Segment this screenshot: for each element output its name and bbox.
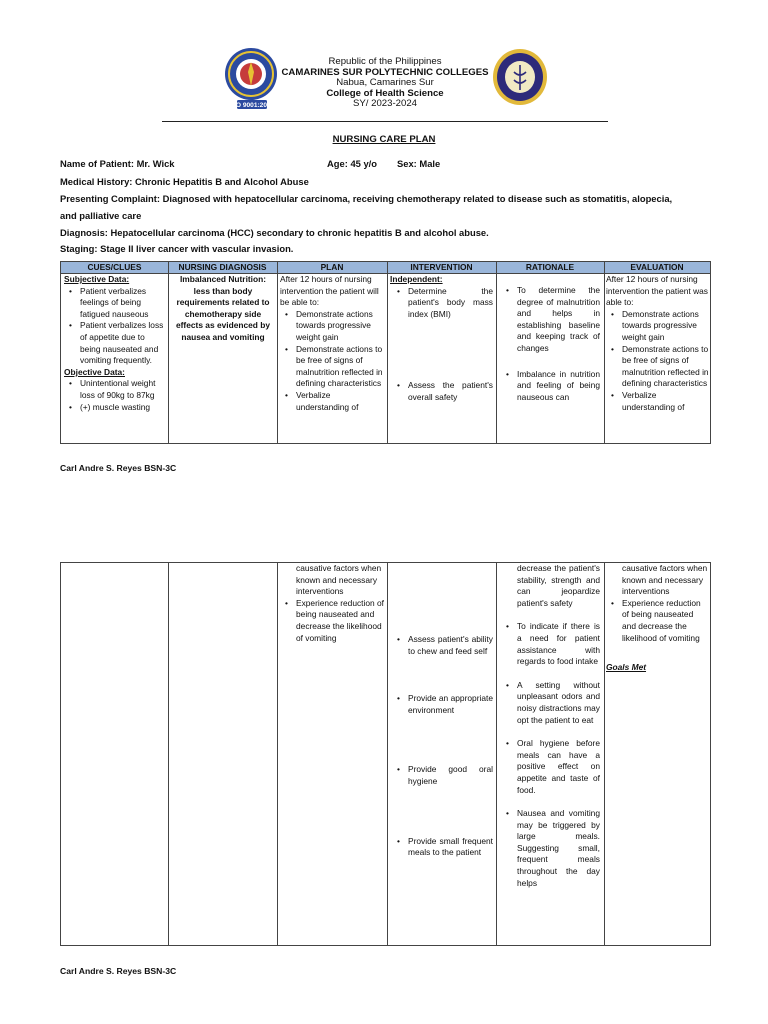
list-item: • Assess the patient's overall safety: [408, 380, 493, 403]
list-item: • Experience reduction of being nauseated and decrease the likelihood of vomiting: [622, 598, 709, 644]
plan-intro: After 12 hours of nursing intervention the patient will be able to:: [280, 274, 379, 308]
school-year: SY/ 2023-2024: [352, 98, 417, 110]
list-item: • Demonstrate actions towards progressive weight gain: [622, 309, 709, 344]
rationale-cell: [499, 285, 600, 403]
header-divider: [162, 121, 608, 122]
care-plan-table-p1: [60, 261, 711, 444]
evaluation-cont-text: causative factors when known and necessary interventions: [622, 563, 708, 597]
school-header: [270, 57, 500, 110]
list-item: • Assess patient's ability to chew and feed self: [408, 634, 493, 657]
care-plan-table-p2: [60, 562, 711, 946]
list-item: • Provide good oral hygiene: [408, 764, 493, 787]
list-item: • Patient verbalizes feelings of being fatigued nauseous: [80, 286, 166, 321]
list-item: • Demonstrate actions to be free of signs of malnutrition reflected in defining characteristics: [296, 344, 384, 390]
header-intervention: INTERVENTION: [410, 262, 473, 272]
evaluation-intro: After 12 hours of nursing intervention the patient was able to:: [606, 274, 708, 308]
document-title: NURSING CARE PLAN: [332, 134, 436, 145]
header-plan: PLAN: [320, 262, 344, 272]
medical-history: Medical History: Chronic Hepatitis B and Alcohol Abuse: [60, 176, 309, 187]
nursing-diagnosis-cell: Imbalanced Nutrition: less than body requirements related to chemotherapy side effects as evidenced by nausea and vomiting: [175, 274, 271, 342]
evaluation-cell: [606, 274, 709, 413]
list-item: • Oral hygiene before meals can have a positive effect on appetite and taste of food.: [517, 738, 600, 796]
list-item: • Imbalance in nutrition and feeling of being nauseous can: [517, 369, 600, 404]
college-name: College of Health Science: [326, 87, 444, 99]
list-item: • To determine the degree of malnutrition and helps in establishing baseline and keeping track of changes: [517, 285, 600, 355]
intervention-cell: [390, 274, 493, 404]
header-cues: CUES/CLUES: [87, 262, 142, 272]
subjective-label: Subjective Data:: [64, 274, 130, 284]
independent-label: Independent:: [390, 274, 443, 284]
list-item: • Verbalize understanding of: [622, 390, 709, 413]
rationale-cell-cont: [499, 563, 600, 889]
presenting-complaint-cont: and palliative care: [60, 210, 142, 221]
presenting-complaint: Presenting Complaint: Diagnosed with hepatocellular carcinoma, receiving chemotherapy related to disease such as stomatitis, alopecia,: [60, 193, 673, 204]
rationale-cont-text: decrease the patient's stability, strength and can jeopardize patient's safety: [517, 563, 600, 608]
list-item: • (+) muscle wasting: [80, 402, 166, 414]
list-item: • Patient verbalizes loss of appetite due to being nauseated and vomiting frequently.: [80, 320, 166, 366]
patient-age: Age: 45 y/o: [327, 158, 378, 169]
school-name: CAMARINES SUR POLYTECHNIC COLLEGES: [281, 66, 489, 78]
college-seal: [492, 48, 548, 106]
country-line: Republic of the Philippines: [328, 56, 442, 67]
list-item: • Nausea and vomiting may be triggered by large meals. Suggesting small, frequent meals throughout the day helps: [517, 808, 600, 889]
plan-cell-cont: [280, 563, 384, 644]
list-item: • Experience reduction of being nauseated and decrease the likelihood of vomiting: [296, 598, 384, 644]
staging: Staging: Stage II liver cancer with vascular invasion.: [60, 243, 294, 254]
cues-cell: [64, 274, 166, 413]
plan-cell: [280, 274, 384, 413]
evaluation-cell-cont: [606, 563, 709, 674]
list-item: • Demonstrate actions to be free of signs of malnutrition reflected in defining characteristics: [622, 344, 709, 390]
list-item: • Unintentional weight loss of 90kg to 87kg: [80, 378, 166, 401]
list-item: • A setting without unpleasant odors and noisy distractions may opt the patient to eat: [517, 680, 600, 726]
patient-name: Name of Patient: Mr. Wick: [60, 158, 175, 169]
header-nursing-diagnosis: NURSING DIAGNOSIS: [178, 262, 267, 272]
list-item: • Determine the patient's body mass index (BMI): [408, 286, 493, 321]
list-item: • Verbalize understanding of: [296, 390, 384, 413]
header-evaluation: EVALUATION: [630, 262, 684, 272]
iso-badge-text: ISO 9001:2015: [229, 102, 275, 109]
list-item: • Provide small frequent meals to the patient: [408, 836, 493, 859]
plan-cont-text: causative factors when known and necessary interventions: [296, 563, 382, 597]
school-address: Nabua, Camarines Sur: [336, 77, 434, 89]
footer-author: Carl Andre S. Reyes BSN-3C: [60, 966, 177, 976]
footer-author: Carl Andre S. Reyes BSN-3C: [60, 463, 177, 473]
intervention-cell-cont: [390, 634, 493, 859]
list-item: • Provide an appropriate environment: [408, 693, 493, 716]
objective-label: Objective Data:: [64, 366, 125, 377]
goals-met-label: Goals Met: [606, 662, 647, 673]
patient-sex: Sex: Male: [397, 158, 441, 169]
diagnosis: Diagnosis: Hepatocellular carcinoma (HCC) secondary to chronic hepatitis B and alcohol abuse.: [60, 227, 489, 238]
header-rationale: RATIONALE: [525, 262, 575, 272]
list-item: • To indicate if there is a need for patient assistance with regards to food intake: [517, 621, 600, 667]
list-item: • Demonstrate actions towards progressive weight gain: [296, 309, 384, 344]
